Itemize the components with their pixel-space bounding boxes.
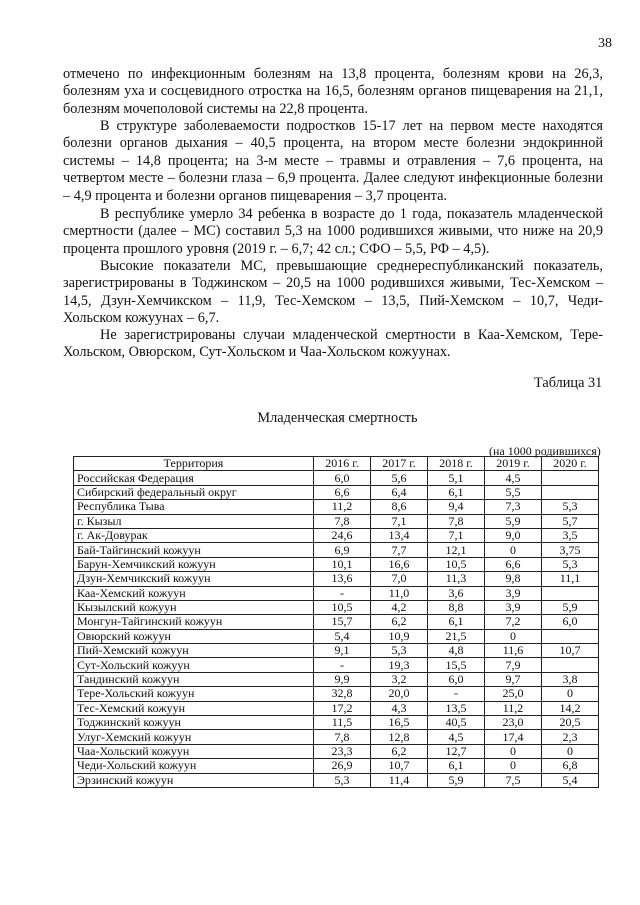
territory-cell: Дзун-Хемчикский кожуун xyxy=(74,572,314,586)
table-row xyxy=(74,687,599,701)
header-2020: 2020 г. xyxy=(542,457,599,471)
territory-cell: Каа-Хемский кожуун xyxy=(74,586,314,600)
paragraph-2: В структуре заболеваемости подростков 15-17 лет на первом месте находятся болезни органов дыхания – 40,5 процента, на втором месте болезни эндокринной системы – 14,8 процента; на 3-м месте – травмы и отравления – 7,6 процента, на четвертом месте – болезни глаза – 6,9 процента. Далее следуют инфекционные болезни – 4,9 процента и болезни органов пищеварения – 3,7 процента. xyxy=(63,118,603,204)
table-row xyxy=(74,543,599,557)
value-cell: 5,3 xyxy=(371,644,428,658)
table-row xyxy=(74,471,599,485)
value-cell: 7,7 xyxy=(371,543,428,557)
value-cell: 0 xyxy=(485,543,542,557)
value-cell: 10,1 xyxy=(314,557,371,571)
value-cell: 6,1 xyxy=(428,759,485,773)
table-row xyxy=(74,759,599,773)
territory-cell: Чаа-Хольский кожуун xyxy=(74,744,314,758)
territory-cell: г. Кызыл xyxy=(74,514,314,528)
value-cell: 7,9 xyxy=(485,658,542,672)
value-cell: 6,8 xyxy=(542,759,599,773)
value-cell: 21,5 xyxy=(428,629,485,643)
value-cell: 11,2 xyxy=(485,701,542,715)
value-cell: 11,3 xyxy=(428,572,485,586)
territory-cell: Тес-Хемский кожуун xyxy=(74,701,314,715)
table-row xyxy=(74,672,599,686)
value-cell: 17,4 xyxy=(485,730,542,744)
territory-cell: Монгун-Тайгинский кожуун xyxy=(74,615,314,629)
value-cell: 23,3 xyxy=(314,744,371,758)
value-cell: 13,5 xyxy=(428,701,485,715)
value-cell: 0 xyxy=(485,759,542,773)
value-cell: 5,6 xyxy=(371,471,428,485)
value-cell: 11,0 xyxy=(371,586,428,600)
table-row xyxy=(74,485,599,499)
value-cell: 40,5 xyxy=(428,716,485,730)
value-cell: 7,1 xyxy=(428,528,485,542)
territory-cell: Овюрский кожуун xyxy=(74,629,314,643)
value-cell: 6,2 xyxy=(371,744,428,758)
value-cell: 12,1 xyxy=(428,543,485,557)
value-cell: 8,6 xyxy=(371,500,428,514)
header-2016: 2016 г. xyxy=(314,457,371,471)
paragraph-3: В республике умерло 34 ребенка в возрасте до 1 года, показатель младенческой смертности (далее – МС) составил 5,3 на 1000 родившихся живыми, что ниже на 20,9 процента прошлого уровня (2019 г. – 6,7; 42 сл.; СФО – 5,5, РФ – 4,5). xyxy=(63,206,603,257)
value-cell: - xyxy=(314,658,371,672)
value-cell: 3,8 xyxy=(542,672,599,686)
value-cell: 6,1 xyxy=(428,485,485,499)
value-cell: 11,2 xyxy=(314,500,371,514)
value-cell: 14,2 xyxy=(542,701,599,715)
unit-note: (на 1000 родившихся) xyxy=(489,444,601,458)
table-row xyxy=(74,557,599,571)
value-cell: 3,2 xyxy=(371,672,428,686)
table-row xyxy=(74,773,599,787)
value-cell: 6,0 xyxy=(428,672,485,686)
value-cell: 2,3 xyxy=(542,730,599,744)
value-cell: 5,3 xyxy=(542,500,599,514)
value-cell: 25,0 xyxy=(485,687,542,701)
header-territory: Территория xyxy=(74,457,314,471)
header-2019: 2019 г. xyxy=(485,457,542,471)
territory-cell: Улуг-Хемский кожуун xyxy=(74,730,314,744)
value-cell: 4,5 xyxy=(428,730,485,744)
value-cell: 5,4 xyxy=(314,629,371,643)
value-cell: 7,1 xyxy=(371,514,428,528)
territory-cell: Сибирский федеральный округ xyxy=(74,485,314,499)
value-cell: 6,9 xyxy=(314,543,371,557)
value-cell: 0 xyxy=(542,687,599,701)
value-cell: 7,8 xyxy=(428,514,485,528)
table-title: Младенческая смертность xyxy=(257,410,418,426)
value-cell: 3,75 xyxy=(542,543,599,557)
value-cell: 16,5 xyxy=(371,716,428,730)
value-cell: 9,1 xyxy=(314,644,371,658)
territory-cell: Тандинский кожуун xyxy=(74,672,314,686)
value-cell xyxy=(542,586,599,600)
table-row xyxy=(74,644,599,658)
value-cell: 4,8 xyxy=(428,644,485,658)
value-cell: 6,0 xyxy=(542,615,599,629)
value-cell: 11,1 xyxy=(542,572,599,586)
value-cell: 4,5 xyxy=(485,471,542,485)
value-cell: 5,5 xyxy=(485,485,542,499)
table-row xyxy=(74,658,599,672)
infant-mortality-table xyxy=(73,456,599,788)
value-cell: 5,3 xyxy=(542,557,599,571)
table-row xyxy=(74,744,599,758)
value-cell: 3,6 xyxy=(428,586,485,600)
page-number: 38 xyxy=(598,36,612,51)
table-row xyxy=(74,528,599,542)
value-cell xyxy=(542,658,599,672)
value-cell: 3,5 xyxy=(542,528,599,542)
table-row xyxy=(74,500,599,514)
table-row xyxy=(74,572,599,586)
value-cell: 4,2 xyxy=(371,600,428,614)
value-cell: 15,7 xyxy=(314,615,371,629)
table-row xyxy=(74,615,599,629)
value-cell: 20,5 xyxy=(542,716,599,730)
value-cell: 11,6 xyxy=(485,644,542,658)
value-cell: 0 xyxy=(485,629,542,643)
value-cell: 7,8 xyxy=(314,514,371,528)
value-cell: 0 xyxy=(485,744,542,758)
value-cell: 6,4 xyxy=(371,485,428,499)
value-cell xyxy=(542,485,599,499)
table-row xyxy=(74,600,599,614)
value-cell: 5,3 xyxy=(314,773,371,787)
value-cell: 12,7 xyxy=(428,744,485,758)
header-2017: 2017 г. xyxy=(371,457,428,471)
value-cell: 5,4 xyxy=(542,773,599,787)
value-cell: 13,4 xyxy=(371,528,428,542)
value-cell: 20,0 xyxy=(371,687,428,701)
value-cell: 6,0 xyxy=(314,471,371,485)
table-row xyxy=(74,716,599,730)
value-cell: 9,4 xyxy=(428,500,485,514)
value-cell: 5,9 xyxy=(542,600,599,614)
value-cell: 23,0 xyxy=(485,716,542,730)
table-row xyxy=(74,514,599,528)
value-cell: 3,9 xyxy=(485,586,542,600)
value-cell: 4,3 xyxy=(371,701,428,715)
territory-cell: г. Ак-Довурак xyxy=(74,528,314,542)
value-cell: 7,5 xyxy=(485,773,542,787)
value-cell: 10,9 xyxy=(371,629,428,643)
value-cell: 11,4 xyxy=(371,773,428,787)
value-cell: 10,7 xyxy=(371,759,428,773)
territory-cell: Эрзинский кожуун xyxy=(74,773,314,787)
table-header-row xyxy=(74,457,599,471)
value-cell: 13,6 xyxy=(314,572,371,586)
value-cell xyxy=(542,629,599,643)
value-cell: 19,3 xyxy=(371,658,428,672)
table-row xyxy=(74,586,599,600)
territory-cell: Чеди-Хольский кожуун xyxy=(74,759,314,773)
table-row xyxy=(74,629,599,643)
value-cell: 32,8 xyxy=(314,687,371,701)
table-label: Таблица 31 xyxy=(534,375,603,391)
territory-cell: Тоджинский кожуун xyxy=(74,716,314,730)
value-cell: 5,9 xyxy=(428,773,485,787)
value-cell: 7,0 xyxy=(371,572,428,586)
territory-cell: Барун-Хемчикский кожуун xyxy=(74,557,314,571)
paragraph-5: Не зарегистрированы случаи младенческой смертности в Каа-Хемском, Тере-Хольском, Овюрском, Сут-Хольском и Чаа-Хольском кожуунах. xyxy=(63,327,603,361)
value-cell: 26,9 xyxy=(314,759,371,773)
territory-cell: Тере-Хольский кожуун xyxy=(74,687,314,701)
table-row xyxy=(74,701,599,715)
value-cell: 7,3 xyxy=(485,500,542,514)
territory-cell: Пий-Хемский кожуун xyxy=(74,644,314,658)
value-cell: 10,5 xyxy=(314,600,371,614)
territory-cell: Кызылский кожуун xyxy=(74,600,314,614)
value-cell xyxy=(542,471,599,485)
value-cell: 6,1 xyxy=(428,615,485,629)
territory-cell: Российская Федерация xyxy=(74,471,314,485)
value-cell: 3,9 xyxy=(485,600,542,614)
value-cell: 6,6 xyxy=(314,485,371,499)
value-cell: 9,8 xyxy=(485,572,542,586)
value-cell: 5,7 xyxy=(542,514,599,528)
value-cell: 10,7 xyxy=(542,644,599,658)
value-cell: 16,6 xyxy=(371,557,428,571)
value-cell: 5,9 xyxy=(485,514,542,528)
paragraph-4: Высокие показатели МС, превышающие среднереспубликанский показатель, зарегистрированы в Тоджинском – 20,5 на 1000 родившихся живыми, Тес-Хемском – 14,5, Дзун-Хемчикском – 11,9, Тес-Хемском – 13,5, Пий-Хемском – 10,7, Чеди-Хольском кожуунах – 6,7. xyxy=(63,258,603,327)
value-cell: 10,5 xyxy=(428,557,485,571)
territory-cell: Бай-Тайгинский кожуун xyxy=(74,543,314,557)
value-cell: 9,0 xyxy=(485,528,542,542)
value-cell: 24,6 xyxy=(314,528,371,542)
value-cell: 17,2 xyxy=(314,701,371,715)
value-cell: - xyxy=(428,687,485,701)
header-2018: 2018 г. xyxy=(428,457,485,471)
territory-cell: Сут-Хольский кожуун xyxy=(74,658,314,672)
table-body xyxy=(74,471,599,788)
paragraph-1: отмечено по инфекционным болезням на 13,8 процента, болезням крови на 26,3, болезням уха и сосцевидного отростка на 16,5, болезням органов пищеварения на 21,1, болезням мочеполовой системы на 22,8 процента. xyxy=(63,66,603,117)
value-cell: 11,5 xyxy=(314,716,371,730)
table-row xyxy=(74,730,599,744)
value-cell: 15,5 xyxy=(428,658,485,672)
value-cell: 7,2 xyxy=(485,615,542,629)
territory-cell: Республика Тыва xyxy=(74,500,314,514)
value-cell: 12,8 xyxy=(371,730,428,744)
value-cell: 5,1 xyxy=(428,471,485,485)
value-cell: 9,7 xyxy=(485,672,542,686)
value-cell: 7,8 xyxy=(314,730,371,744)
value-cell: 6,6 xyxy=(485,557,542,571)
value-cell: 8,8 xyxy=(428,600,485,614)
value-cell: 0 xyxy=(542,744,599,758)
value-cell: 6,2 xyxy=(371,615,428,629)
value-cell: 9,9 xyxy=(314,672,371,686)
value-cell: - xyxy=(314,586,371,600)
